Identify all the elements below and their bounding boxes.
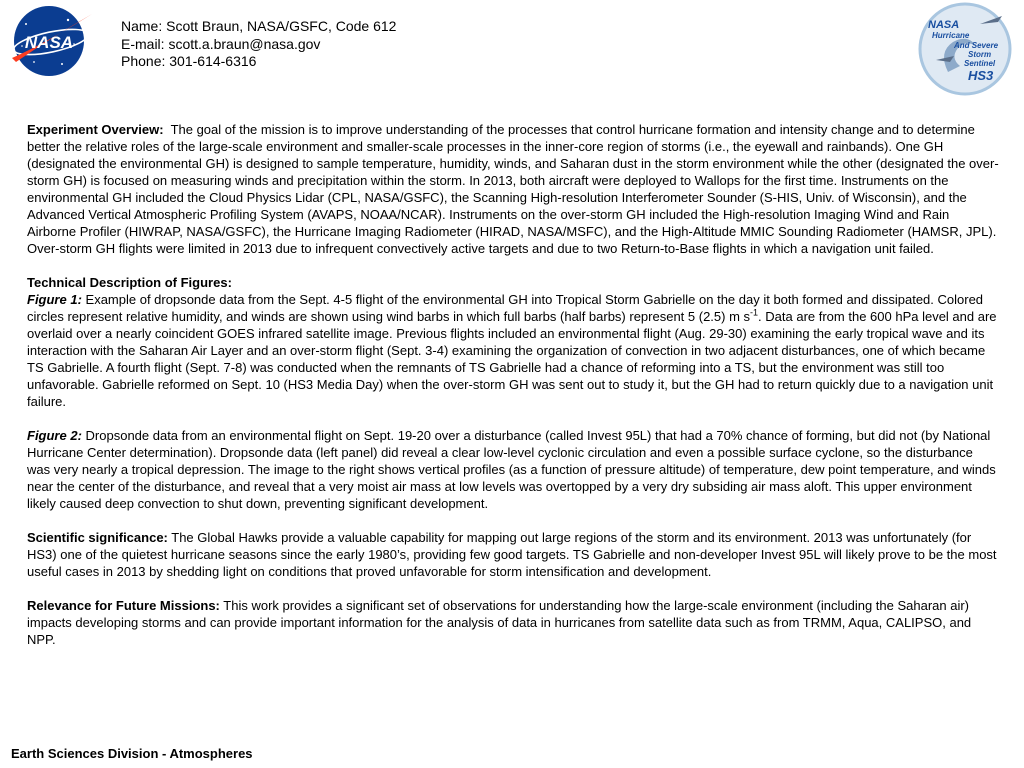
hs3-logo-line-6: HS3 [968,68,994,83]
figure-2-text: Dropsonde data from an environmental flight on Sept. 19-20 over a disturbance (called Invest 95L) that had a 70% chance of forming, but did not (by National Hurricane Center determination). Dropsonde data (left panel) did reveal a clear low-level cyclonic circulation and even a possible surface cyclone, so the disturbance was very nearly a tropical depression. The image to the right shows vertical profiles (as a function of pressure altitude) of temperature, dew point temperature, and winds near the center of the disturbance, and reveal that a very moist air mass at low levels was overtopped by a very dry subsiding air mass aloft. This upper environment likely caused deep convection to shut down, preventing significant development. [27,428,996,511]
hs3-logo-line-2: Hurricane [932,31,970,40]
footer-division: Earth Sciences Division - Atmospheres [11,746,253,761]
relevance-heading: Relevance for Future Missions: [27,598,220,613]
hs3-logo [918,2,1012,96]
nasa-logo [4,4,94,78]
nasa-logo-text: NASA [24,33,74,52]
figure-1-text-b: . Data are from the 600 hPa level and are overlaid over a nearly coincident GOES infrared satellite image. Previous flights included an environmental flight (Aug. 29-30) examining the early tropical wave and its interaction with the Saharan Air Layer and an over-storm flight (Sept. 3-4) examining the organization of convection in two adjacent disturbances, one of which became TS Gabrielle. A fourth flight (Sept. 7-8) was conducted when the remnants of TS Gabrielle had a chance of reforming into a TS, but the environment was still too unfavorable. Gabrielle reformed on Sept. 10 (HS3 Media Day) when the over-storm GH was sent out to study it, but the GH had to return quickly due to a navigation unit failure. [27,309,997,409]
technical-heading: Technical Description of Figures: [27,275,232,290]
hs3-logo-line-4: Storm [968,50,992,59]
relevance-future-missions [27,597,999,648]
overview-heading: Experiment Overview: [27,122,164,137]
hs3-logo-line-5: Sentinel [964,59,996,68]
overview-text: The goal of the mission is to improve understanding of the processes that control hurricane formation and intensity change and to determine better the relative roles of the large-scale environment and smaller-scale processes in the inner-core region of storms (i.e., the eyewall and rainbands). One GH (designated the environmental GH) is designed to sample temperature, humidity, winds, and Saharan dust in the storm environment while the other (designated the over-storm GH) is focused on measuring winds and precipitation within the storm. In 2013, both aircraft were deployed to Wallops for the first time. Instruments on the environmental GH included the Cloud Physics Lidar (CPL, NASA/GSFC), the Scanning High-resolution Interferometer Sounder (S-HIS, Univ. of Wisconsin), and the Advanced Vertical Atmospheric Profiling System (AVAPS, NOAA/NCAR). Instruments on the over-storm GH included the High-resolution Imaging Wind and Rain Airborne Profiler (HIWRAP, NASA/GSFC), the Hurricane Imaging Radiometer (HIRAD, NASA/MSFC), and the High-Altitude MMIC Sounding Radiometer (HAMSR, JPL). Over-storm GH flights were limited in 2013 due to infrequent convectively active targets and due to two Return-to-Base flights in which a navigation unit failed. [27,122,999,256]
scientific-significance [27,529,999,580]
figure-1-label: Figure 1: [27,292,82,307]
contact-name: Name: Scott Braun, NASA/GSFC, Code 612 [121,18,397,34]
relevance-text: This work provides a significant set of observations for understanding how the large-scale environment (including the Saharan air) impacts developing storms and can provide important information for the analysis of data in hurricanes from satellite data such as from TRMM, Aqua, CALIPSO, and NPP. [27,598,972,647]
contact-info [121,18,396,71]
contact-email: E-mail: scott.a.braun@nasa.gov [121,35,321,52]
figure-2-description [27,427,999,512]
figure-1-superscript: -1 [750,307,759,318]
figure-1-text-a: Example of dropsonde data from the Sept. 4-5 flight of the environmental GH into Tropical Storm Gabrielle on the day it both formed and dissipated. Colored circles represent relative humidity, and winds are shown using wind barbs in which full barbs (half barbs) represent 5 (2.5) m s [27,292,984,324]
figure-2-label: Figure 2: [27,428,82,443]
significance-heading: Scientific significance: [27,530,168,545]
hs3-logo-line-1: NASA [928,19,960,31]
experiment-overview [27,121,999,257]
technical-description [27,274,999,410]
contact-phone: Phone: 301-614-6316 [121,53,257,69]
main-content [27,121,999,665]
hs3-logo-line-3: And Severe [954,41,999,50]
significance-text: The Global Hawks provide a valuable capability for mapping out large regions of the storm and its environment. 2013 was unfortunately (for HS3) one of the quietest hurricane seasons since the early 1980’s, providing few good targets. TS Gabrielle and non-developer Invest 95L will likely prove to be the most useful cases in 2013 by shedding light on conditions that proved unfavorable for storm intensification and development. [27,530,997,579]
